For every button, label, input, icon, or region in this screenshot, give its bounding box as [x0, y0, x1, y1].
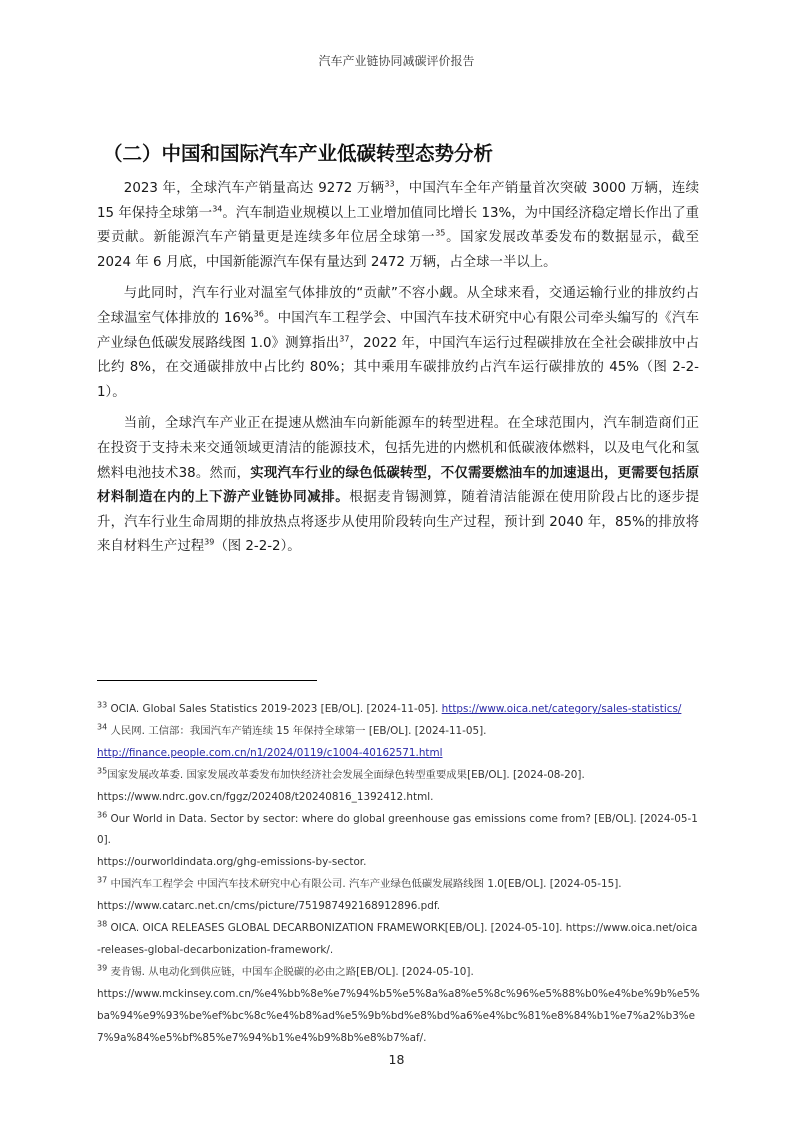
footnote-36: [97, 809, 701, 875]
footnote-number: 36: [97, 810, 108, 820]
footnote-number: 33: [97, 700, 108, 710]
footnote-divider: [97, 680, 317, 681]
footnote-url: https://www.ndrc.gov.cn/fggz/202408/t20240816_1392412.html.: [97, 790, 434, 803]
footnote-number: 39: [97, 963, 108, 973]
footnote-text: 麦肯锡. 从电动化到供应链，中国车企脱碳的必由之路[EB/OL]. [2024-05-10].: [107, 965, 474, 978]
footnote-34: [97, 721, 701, 765]
text-run: 。中国汽车工程学会、中国汽车技术研究中心有限公司牵头编写的《汽车产业绿色低碳发展路线图 1.0》测算指出: [97, 310, 699, 351]
body-text: [97, 177, 699, 567]
bold-emphasis: 实现汽车行业的绿色低碳转型，不仅需要燃油车的加速退出，更需要包括原材料制造在内的上下游产业链协同减排。: [97, 465, 699, 506]
footnote-text: OICA. OICA RELEASES GLOBAL DECARBONIZATION FRAMEWORK[EB/OL]. [2024-05-10]. https://www.oica.net/oica-releases-global-decarbonization-framework/.: [97, 922, 698, 956]
paragraph-1: [97, 177, 699, 275]
footnote-ref-34[interactable]: 34: [212, 204, 223, 214]
footnotes: [97, 699, 701, 1050]
footnote-url: https://www.mckinsey.com.cn/%e4%bb%8e%e7%94%b5%e5%8a%a8%e5%8c%96%e5%88%b0%e4%be%9b%e5%ba%94%e9%93%be%ef%bc%8c%e4%b8%ad%e5%9b%bd%e8%bd%a6%e4%bc%81%e8%84%b1%e7%a2%b3%e7%9a%84%e5%bf%85%e7%94%b1%e4%b9%8b%e8%b7%af/.: [97, 987, 700, 1044]
footnote-ref-33[interactable]: 33: [384, 179, 395, 189]
footnote-38: [97, 918, 701, 962]
text-run: ，2022 年，中国汽车运行过程碳排放在全社会碳排放中占比约 8%，在交通碳排放中占比约 80%；其中乘用车碳排放约占汽车运行碳排放的 45%（图 2-2-1）。: [97, 335, 699, 400]
footnote-text: 国家发展改革委. 国家发展改革委发布加快经济社会发展全面绿色转型重要成果[EB/OL]. [2024-08-20].: [107, 768, 585, 781]
footnote-number: 37: [97, 875, 108, 885]
footnote-text: Our World in Data. Sector by sector: where do global greenhouse gas emissions come from? [EB/OL]. [2024-05-10].: [97, 812, 698, 847]
footnote-url: https://ourworldindata.org/ghg-emissions-by-sector.: [97, 856, 367, 869]
footnote-ref-37[interactable]: 37: [339, 334, 350, 344]
page-number: 18: [388, 1052, 405, 1067]
text-run: 根据麦肯锡测算，随着清洁能源在使用阶段占比的逐步提升，汽车行业生命周期的排放热点将逐步从使用阶段转向生产过程，预计到 2040 年，85%的排放将来自材料生产过程: [97, 490, 700, 555]
text-run: 当前，全球汽车产业正在提速从燃油车向新能源车的转型进程。在全球范围内，汽车制造商们正在投资于支持未来交通领域更清洁的能源技术，包括先进的内燃机和低碳液体燃料，以及电气化和氢燃料电池技术38。然而，: [97, 416, 699, 481]
footnote-35: [97, 765, 701, 809]
footnote-link[interactable]: https://www.oica.net/category/sales-statistics/: [441, 703, 682, 715]
footnote-text: OCIA. Global Sales Statistics 2019-2023 [EB/OL]. [2024-11-05].: [107, 703, 442, 715]
text-run: ，中国汽车全年产销量首次突破 3000 万辆，连续 15 年保持全球第一: [97, 181, 699, 221]
footnote-ref-39[interactable]: 39: [204, 537, 215, 547]
footnote-text: 人民网. 工信部：我国汽车产销连续 15 年保持全球第一 [EB/OL]. [2024-11-05].: [107, 724, 487, 737]
footnote-37: [97, 874, 701, 918]
footnote-link[interactable]: http://finance.people.com.cn/n1/2024/0119/c1004-40162571.html: [97, 746, 443, 759]
footnote-number: 38: [97, 919, 108, 929]
footnote-url: https://www.catarc.net.cn/cms/picture/751987492168912896.pdf.: [97, 900, 441, 913]
footnote-number: 35: [97, 766, 108, 776]
text-run: （图 2-2-2）。: [214, 539, 301, 555]
footnote-number: 34: [97, 722, 108, 732]
footnote-ref-36[interactable]: 36: [253, 309, 264, 319]
paragraph-2: [97, 282, 699, 405]
text-run: 。国家发展改革委发布的数据显示，截至 2024 年 6 月底，中国新能源汽车保有量达到 2472 万辆，占全球一半以上。: [97, 230, 700, 270]
footnote-text: 中国汽车工程学会 中国汽车技术研究中心有限公司. 汽车产业绿色低碳发展路线图 1.0[EB/OL]. [2024-05-15].: [107, 878, 622, 891]
footnote-ref-35[interactable]: 35: [435, 228, 446, 238]
section-title: （二）中国和国际汽车产业低碳转型态势分析: [103, 142, 494, 165]
text-run: 2023 年，全球汽车产销量高达 9272 万辆: [123, 181, 385, 196]
text-run: 与此同时，汽车行业对温室气体排放的“贡献”不容小觑。从全球来看，交通运输行业的排放约占全球温室气体排放的 16%: [97, 286, 699, 326]
footnote-39: [97, 962, 701, 1050]
running-header: 汽车产业链协同减碳评价报告: [318, 54, 475, 68]
text-run: 。汽车制造业规模以上工业增加值同比增长 13%，为中国经济稳定增长作出了重要贡献。新能源汽车产销量更是连续多年位居全球第一: [97, 205, 699, 246]
paragraph-3: [97, 412, 699, 560]
footnote-33: [97, 699, 701, 721]
